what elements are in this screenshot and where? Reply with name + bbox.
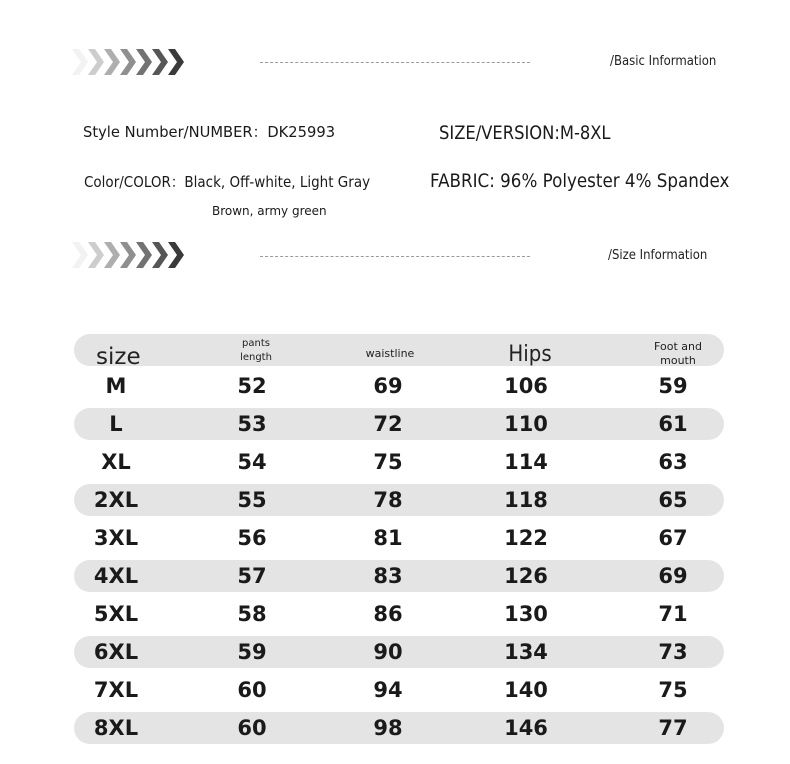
chevron-right-icon: [118, 240, 135, 270]
cell-foot-mouth: 77: [658, 716, 688, 740]
chevron-right-icon: [102, 240, 119, 270]
cell-foot-mouth: 75: [658, 678, 688, 702]
style-number: Style Number/NUMBER：DK25993: [83, 123, 336, 141]
table-row: [74, 560, 724, 592]
chevron-right-icon: [86, 240, 103, 270]
cell-hips: 146: [504, 716, 548, 740]
cell-pants-length: 52: [237, 374, 267, 398]
cell-waistline: 94: [373, 678, 403, 702]
cell-foot-mouth: 61: [658, 412, 688, 436]
cell-pants-length: 56: [237, 526, 267, 550]
chevron-right-icon: [150, 47, 167, 77]
cell-waistline: 98: [373, 716, 403, 740]
cell-pants-length: 57: [237, 564, 267, 588]
size-info-divider: [260, 256, 530, 257]
cell-size: 6XL: [93, 640, 139, 664]
table-row: [74, 712, 724, 744]
table-row: [74, 522, 724, 554]
chevron-right-icon: [166, 47, 183, 77]
table-row: [74, 370, 724, 402]
header-size: size: [96, 344, 141, 370]
cell-hips: 110: [504, 412, 548, 436]
chevron-right-icon: [102, 47, 119, 77]
cell-waistline: 83: [373, 564, 403, 588]
cell-hips: 126: [504, 564, 548, 588]
cell-pants-length: 55: [237, 488, 267, 512]
cell-foot-mouth: 73: [658, 640, 688, 664]
basic-info-divider: [260, 62, 530, 63]
header-waistline: waistline: [365, 347, 415, 360]
cell-pants-length: 58: [237, 602, 267, 626]
fabric: FABRIC: 96% Polyester 4% Spandex: [430, 170, 730, 192]
cell-pants-length: 60: [237, 678, 267, 702]
table-row: [74, 408, 724, 440]
cell-size: M: [105, 374, 127, 398]
size-info-label: /Size Information: [608, 248, 708, 263]
chevron-right-icon: [134, 47, 151, 77]
table-row: [74, 598, 724, 630]
table-row: [74, 446, 724, 478]
cell-waistline: 75: [373, 450, 403, 474]
cell-hips: 122: [504, 526, 548, 550]
chevron-right-icon: [70, 240, 87, 270]
chevron-right-icon: [150, 240, 167, 270]
cell-size: 5XL: [93, 602, 139, 626]
table-row: [74, 674, 724, 706]
cell-waistline: 86: [373, 602, 403, 626]
cell-foot-mouth: 65: [658, 488, 688, 512]
table-row: [74, 484, 724, 516]
color-line-1: Color/COLOR：Black, Off-white, Light Gray: [84, 173, 371, 191]
header-foot-mouth-line2: mouth: [660, 354, 696, 367]
cell-hips: 114: [504, 450, 548, 474]
cell-foot-mouth: 67: [658, 526, 688, 550]
header-hips: Hips: [508, 342, 552, 367]
cell-size: XL: [101, 450, 131, 474]
cell-hips: 106: [504, 374, 548, 398]
basic-info-chevrons-icon: [70, 47, 182, 77]
cell-waistline: 72: [373, 412, 403, 436]
cell-foot-mouth: 63: [658, 450, 688, 474]
cell-hips: 140: [504, 678, 548, 702]
size-version: SIZE/VERSION:M-8XL: [439, 122, 611, 144]
chevron-right-icon: [86, 47, 103, 77]
header-pants-length-line1: pants: [242, 338, 270, 349]
cell-size: 8XL: [93, 716, 139, 740]
header-pants-length: [236, 337, 276, 365]
cell-hips: 134: [504, 640, 548, 664]
cell-waistline: 69: [373, 374, 403, 398]
header-foot-mouth-line1: Foot and: [654, 340, 702, 353]
cell-size: L: [109, 412, 123, 436]
header-foot-mouth: [646, 340, 710, 368]
cell-size: 3XL: [93, 526, 139, 550]
cell-pants-length: 53: [237, 412, 267, 436]
cell-foot-mouth: 71: [658, 602, 688, 626]
cell-size: 4XL: [93, 564, 139, 588]
cell-pants-length: 59: [237, 640, 267, 664]
basic-info-label: /Basic Information: [610, 54, 717, 69]
cell-size: 2XL: [93, 488, 139, 512]
chevron-right-icon: [70, 47, 87, 77]
color-line-2: Brown, army green: [212, 204, 327, 218]
cell-foot-mouth: 59: [658, 374, 688, 398]
cell-waistline: 78: [373, 488, 403, 512]
chevron-right-icon: [134, 240, 151, 270]
chevron-right-icon: [118, 47, 135, 77]
header-pants-length-line2: length: [240, 352, 272, 363]
chevron-right-icon: [166, 240, 183, 270]
cell-foot-mouth: 69: [658, 564, 688, 588]
cell-pants-length: 60: [237, 716, 267, 740]
size-info-chevrons-icon: [70, 240, 182, 270]
cell-pants-length: 54: [237, 450, 267, 474]
cell-hips: 130: [504, 602, 548, 626]
cell-waistline: 90: [373, 640, 403, 664]
table-row: [74, 636, 724, 668]
cell-waistline: 81: [373, 526, 403, 550]
cell-hips: 118: [504, 488, 548, 512]
cell-size: 7XL: [93, 678, 139, 702]
